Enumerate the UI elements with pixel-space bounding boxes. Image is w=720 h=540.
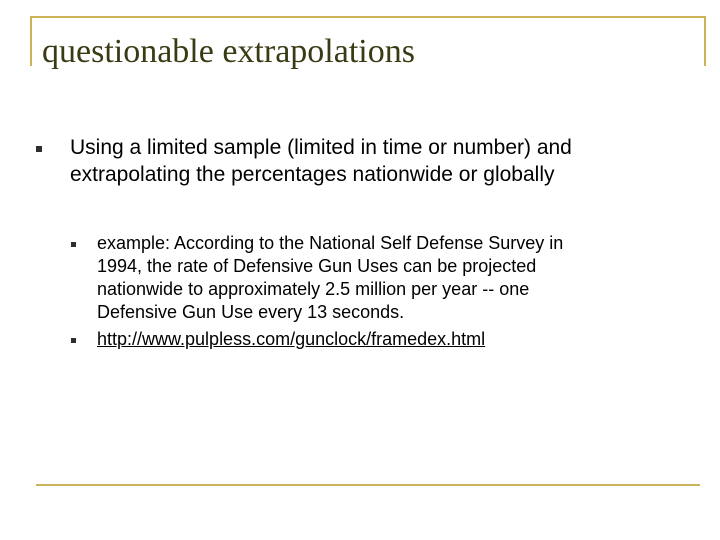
slide-title: questionable extrapolations xyxy=(42,33,415,70)
sub-bullet-example xyxy=(97,232,607,324)
square-bullet-icon xyxy=(71,242,76,247)
square-bullet-icon xyxy=(36,146,42,152)
title-frame-left-line xyxy=(30,16,32,66)
title-frame-right-line xyxy=(704,16,706,66)
footer-divider-line xyxy=(36,484,700,486)
sub-bullet-list xyxy=(97,232,607,355)
square-bullet-icon xyxy=(71,338,76,343)
main-bullet-text: Using a limited sample (limited in time or number) and extrapolating the percentages nationwide or globally xyxy=(70,136,572,186)
source-link[interactable]: http://www.pulpless.com/gunclock/framedex.html xyxy=(97,329,486,349)
sub-bullet-example-text: example: According to the National Self Defense Survey in 1994, the rate of Defensive Gun Uses can be projected nationwide to approximately 2.5 million per year -- one Defensive Gun Use every 13 seconds. xyxy=(97,233,564,322)
title-frame-top-line xyxy=(30,16,706,18)
sub-bullet-link xyxy=(97,328,607,351)
